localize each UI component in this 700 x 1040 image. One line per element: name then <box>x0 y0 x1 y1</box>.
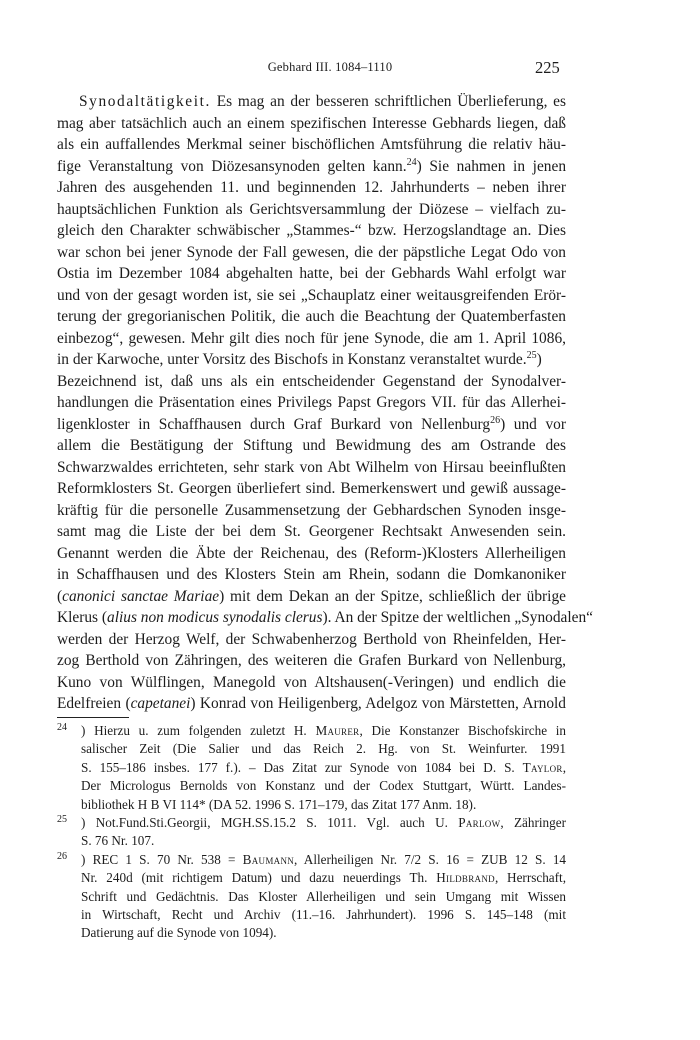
footnote-line <box>81 759 566 777</box>
footnote-line: bibliothek H B VI 114* (DA 52. 1996 S. 171–179, das Zitat 177 Anm. 18). <box>81 796 477 812</box>
text-line: in Schaffhausen und des Klosters Stein am Rhein, sodann die Domkanoniker <box>57 566 566 583</box>
text-span: Klerus ( <box>57 609 108 626</box>
text-span: ). An der Spitze der weltlichen „Synodalen“ <box>322 609 594 626</box>
footnote-26 <box>57 851 566 943</box>
footnote-line <box>81 851 566 869</box>
text-line <box>57 91 566 113</box>
text-span: , Die Konstanzer Bischofskirche in <box>359 723 567 738</box>
text-line: werden der Herzog Welf, der Schwabenherzog Berthold von Rheinfelden, Her- <box>57 630 566 648</box>
text-span: Es mag an der besseren schriftlichen Überlieferung, es <box>210 93 566 110</box>
text-line: einbezog“, gewesen. Mehr gilt dies noch für jene Synode, die am 1. April 1086, <box>57 329 566 347</box>
text-span: ) Not.Fund.Sti.Georgii, MGH.SS.15.2 S. 1011. Vgl. auch U. <box>81 815 459 831</box>
author-name: Taylor <box>522 759 563 775</box>
text-line: kräftig für die personelle Zusammensetzung der Gebhardschen Synoden insge- <box>57 501 566 519</box>
text-span: fige Veranstaltung von Diözesansynoden gelten kann. <box>57 157 407 175</box>
footnote-line <box>81 869 566 887</box>
footnote-line: salischer Zeit (Die Salier und das Reich 2. Hg. von St. Weinfurter. 1991 <box>81 741 566 757</box>
text-line: gleich den Charakter schwäbischer „Stammes-“ bzw. Herzogslandtage an. Dies <box>57 222 566 239</box>
text-line: Bezeichnend ist, daß uns als ein entscheidender Gegenstand der Synodalver- <box>57 372 566 390</box>
text-span: , Allerheiligen Nr. 7/2 S. 16 = ZUB 12 S. 14 <box>294 851 567 867</box>
footnote-line <box>81 722 566 740</box>
author-name: Maurer <box>315 723 360 738</box>
text-line: als ein auffallendes Merkmal seiner bischöflichen Amtsführung die relativ häu- <box>57 136 566 153</box>
text-line: Genannt werden die Äbte der Reichenau, des (Reform-)Klosters Allerheiligen <box>57 544 566 562</box>
text-line: Kuno von Wülflingen, Manegold von Altshausen(-Veringen) und endlich die <box>57 673 566 691</box>
text-span: in der Karwoche, unter Vorsitz des Bischofs in Konstanz veranstaltet wurde. <box>57 351 527 368</box>
footnote-line: Der Micrologus Bernolds von Konstanz und der Codex Stuttgart, Württ. Landes- <box>81 778 566 794</box>
text-line <box>57 693 566 715</box>
footnote-line: S. 76 Nr. 107. <box>81 833 155 849</box>
page-header <box>30 58 570 82</box>
footnote-number: 25 <box>57 814 67 826</box>
footnote-number: 24 <box>57 722 67 733</box>
text-line: Reformklosters St. Georgen überliefert sind. Bemerkenswert und gewiß aussage- <box>57 480 566 497</box>
footnote-ref: 26 <box>490 414 501 426</box>
text-span: ) <box>536 351 542 368</box>
footnote-number: 26 <box>57 850 67 862</box>
latin-quote: canonici sanctae Mariae <box>62 587 220 605</box>
footnote-divider <box>57 717 129 718</box>
footnote-line: in Wirtschaft, Recht und Archiv (11.–16. Jahrhundert). 1996 S. 145–148 (mit <box>81 907 566 923</box>
running-head: Gebhard III. 1084–1110 <box>267 60 393 74</box>
latin-quote: alius non modicus synodalis clerus <box>107 609 323 626</box>
main-text <box>57 91 594 715</box>
text-line <box>57 349 566 371</box>
footnote-25 <box>57 814 566 851</box>
text-line: Jahren des ausgehenden 11. und beginnenden 12. Jahrhunderts – neben ihrer <box>57 179 566 196</box>
text-span: ) mit dem Dekan an der Spitze, schließlich der übrige <box>219 587 566 605</box>
text-span: , Herrschaft, <box>494 870 566 886</box>
text-span: Nr. 240d (mit richtigem Datum) und dazu neuerdings Th. <box>81 870 437 886</box>
footnotes <box>57 722 566 943</box>
text-line <box>57 414 566 436</box>
lead-word: Synodaltätigkeit. <box>79 93 211 110</box>
footnote-line: Schrift und Gedächtnis. Das Kloster Allerheiligen und sein Umgang mit Wissen <box>81 888 566 904</box>
text-line: handlungen die Präsentation eines Privilegs Papst Gregors VII. für das Allerhei- <box>57 394 566 411</box>
text-span: , Zähringer <box>500 815 566 831</box>
text-line: hauptsächlichen Funktion als Gerichtsversammlung der Diözese – vielfach zu- <box>57 200 566 218</box>
author-name: Parlow <box>458 815 501 831</box>
text-line: terung der gregorianischen Politik, die auch die Beachtung der Quatemberfasten <box>57 308 566 325</box>
latin-quote: capetanei <box>130 695 191 712</box>
text-span: Edelfreien ( <box>57 695 131 712</box>
text-line: allem die Bestätigung der Stiftung und Bewidmung des am Ostrande des <box>57 437 566 454</box>
text-span: ( <box>57 587 63 605</box>
text-line: zog Berthold von Zähringen, des weiteren die Grafen Burkard von Nellenburg, <box>57 652 566 669</box>
text-line: Schwarzwaldes errichteten, sehr stark von Abt Wilhelm von Hirsau beeinflußten <box>57 458 566 476</box>
footnote-24 <box>57 722 566 814</box>
text-line <box>57 607 594 629</box>
footnote-line: Datierung auf die Synode von 1094). <box>81 925 277 941</box>
footnote-ref: 24 <box>406 156 417 168</box>
footnote-line <box>81 814 566 832</box>
text-span: ) Konrad von Heiligenberg, Adelgoz von Märstetten, Arnold <box>190 695 566 712</box>
page-number: 225 <box>535 58 560 77</box>
text-line: war schon bei jener Synode der Fall gewesen, die der päpstliche Legat Odo von <box>57 243 566 261</box>
footnote-ref: 25 <box>526 349 537 361</box>
author-name: Baumann <box>242 851 295 867</box>
text-span: S. 155–186 insbes. 177 f.). – Das Zitat zur Synode von 1084 bei D. S. <box>81 759 523 775</box>
text-span: ) Hierzu u. zum folgenden zuletzt H. <box>81 723 316 738</box>
text-line <box>57 156 566 178</box>
text-line: samt mag die Liste der bei dem St. Georgener Rechtsakt Anwesenden sein. <box>57 523 566 540</box>
text-line <box>57 586 566 608</box>
text-span: ) und vor <box>500 415 566 433</box>
text-span: ligenkloster in Schaffhausen durch Graf Burkard von Nellenburg <box>57 415 491 433</box>
author-name: Hildbrand <box>436 870 495 886</box>
text-line: mag aber tatsächlich auch an einem spezifischen Interesse Gebhards liegen, daß <box>57 114 566 132</box>
text-span: , <box>562 759 566 775</box>
text-line: Ostia im Dezember 1084 abgehalten hatte, bei der Gebhards Wahl erfolgt war <box>57 265 566 282</box>
text-span: ) REC 1 S. 70 Nr. 538 = <box>81 851 243 867</box>
text-span: ) Sie nahmen in jenen <box>416 157 567 175</box>
text-line: und von der gesagt worden ist, sie sei „Schauplatz einer weitausgreifenden Erör- <box>57 286 566 304</box>
